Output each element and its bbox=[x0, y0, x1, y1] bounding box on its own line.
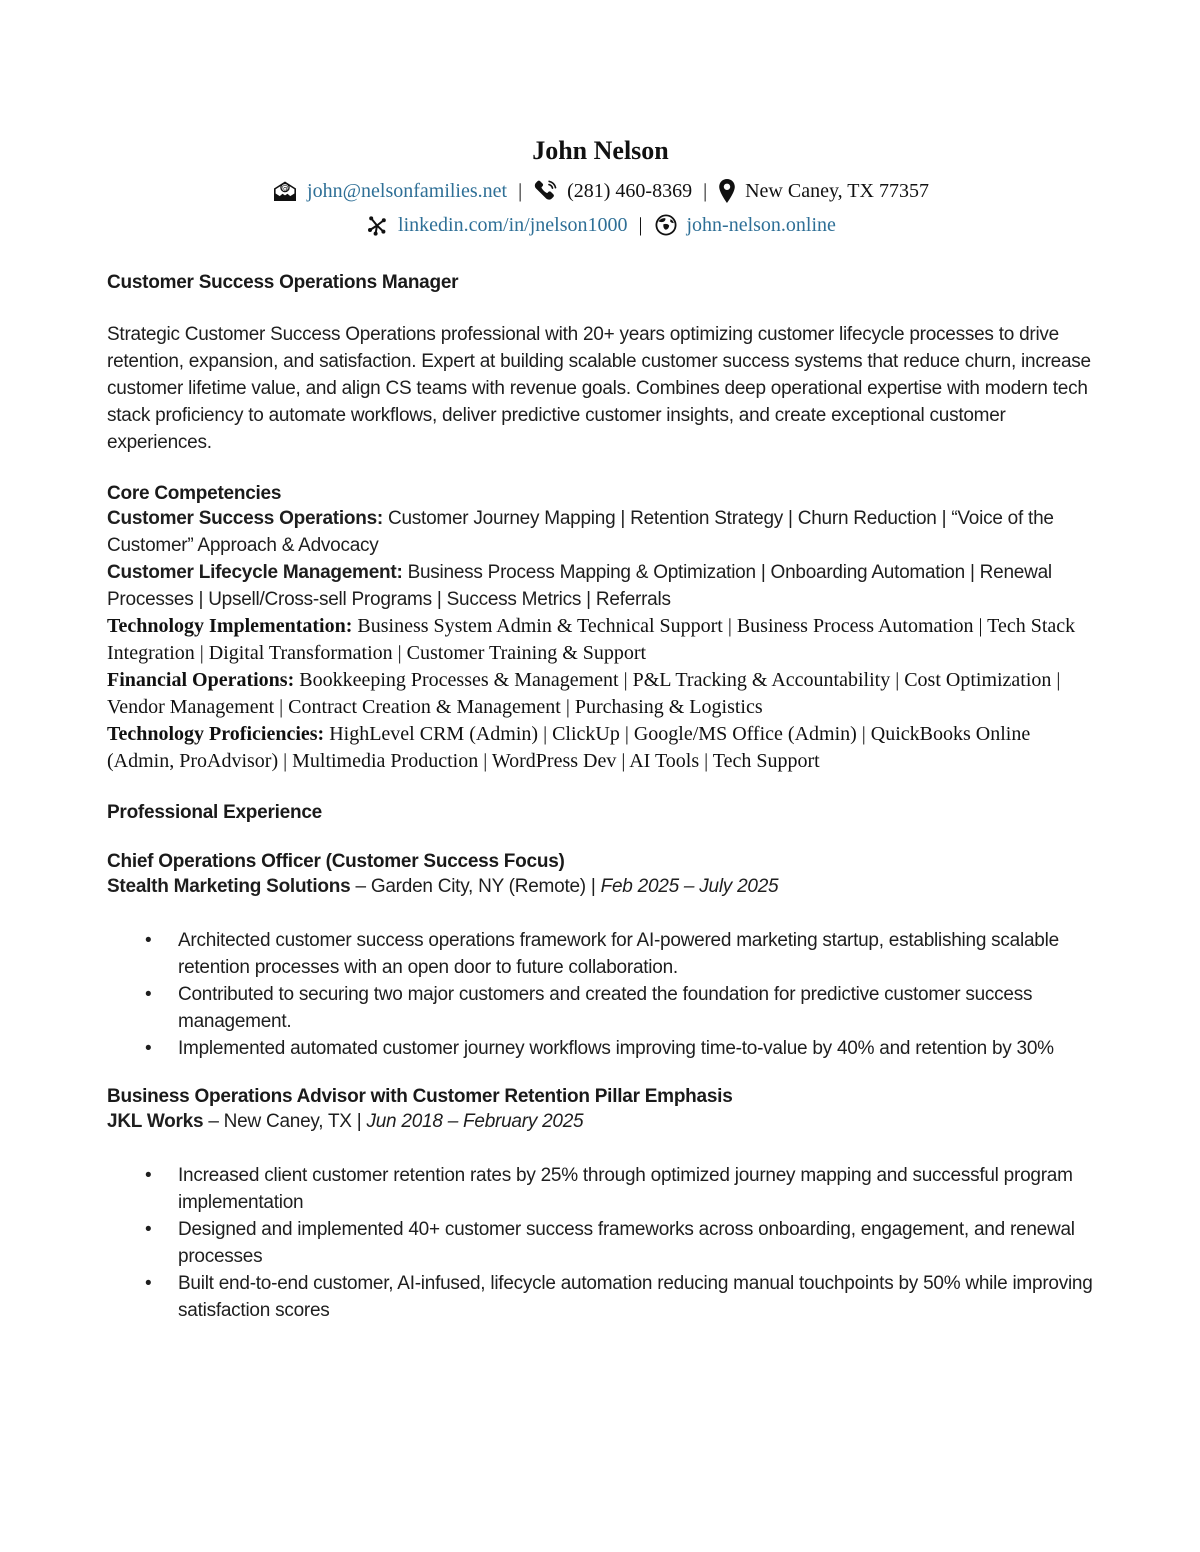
job-meta-line bbox=[107, 873, 1094, 900]
competency-item bbox=[107, 721, 1094, 775]
competency-item bbox=[107, 505, 1094, 559]
bullet-item bbox=[107, 1216, 1094, 1270]
competency-label: Customer Success Operations: bbox=[107, 508, 383, 529]
contact-line-1 bbox=[107, 178, 1094, 204]
job-dates: Jun 2018 – February 2025 bbox=[366, 1111, 584, 1132]
bullet-item bbox=[107, 1270, 1094, 1324]
bullet-marker: • bbox=[145, 1165, 152, 1186]
bullet-marker: • bbox=[145, 1219, 152, 1240]
bullet-item bbox=[107, 981, 1094, 1035]
linkedin-link[interactable]: linkedin.com/in/jnelson1000 bbox=[398, 214, 628, 236]
competency-text: HighLevel CRM (Admin) | ClickUp | Google/MS Office (Admin) | QuickBooks Online (Admin, ProAdvisor) | Multimedia Production | WordPress Dev | AI Tools | Tech Support bbox=[107, 723, 1031, 772]
bullet-marker: • bbox=[145, 984, 152, 1005]
competency-label: Financial Operations: bbox=[107, 669, 295, 691]
bullet-text: Contributed to securing two major customers and created the foundation for predictive customer success management. bbox=[178, 984, 1033, 1032]
job-title: Business Operations Advisor with Customer Retention Pillar Emphasis bbox=[107, 1086, 733, 1107]
job-title: Chief Operations Officer (Customer Success Focus) bbox=[107, 851, 565, 872]
bullet-text: Built end-to-end customer, AI-infused, lifecycle automation reducing manual touchpoints by 50% while improving satisfaction scores bbox=[178, 1273, 1093, 1321]
job-location: – New Caney, TX | bbox=[203, 1111, 367, 1132]
separator: | bbox=[703, 180, 708, 202]
job-entry bbox=[107, 1086, 1094, 1324]
separator: | bbox=[518, 180, 523, 202]
website-link[interactable]: john-nelson.online bbox=[686, 214, 836, 236]
competency-item bbox=[107, 613, 1094, 667]
linkedin-icon bbox=[365, 213, 389, 237]
competency-label: Customer Lifecycle Management: bbox=[107, 562, 403, 583]
contact-line-2 bbox=[107, 212, 1094, 238]
experience-heading: Professional Experience bbox=[107, 802, 322, 823]
company-name: JKL Works bbox=[107, 1111, 204, 1132]
globe-icon bbox=[654, 213, 678, 237]
competency-text: Bookkeeping Processes & Management | P&L Tracking & Accountability | Cost Optimization | Vendor Management | Contract Creation & Management | Purchasing & Logistics bbox=[107, 669, 1061, 718]
svg-text:@: @ bbox=[281, 183, 289, 193]
competency-label: Technology Implementation: bbox=[107, 615, 353, 637]
summary-text: Strategic Customer Success Operations professional with 20+ years optimizing customer lifecycle processes to drive retention, expansion, and satisfaction. Expert at building scalable customer success systems that reduce churn, increase customer lifetime value, and align CS teams with revenue goals. Combines deep operational expertise with modern tech stack proficiency to automate workflows, deliver predictive customer insights, and create exceptional customer experiences. bbox=[107, 324, 1091, 453]
job-entry bbox=[107, 851, 1094, 1062]
resume-title: Customer Success Operations Manager bbox=[107, 272, 459, 293]
competency-item bbox=[107, 559, 1094, 613]
bullet-marker: • bbox=[145, 1038, 152, 1059]
bullet-text: Architected customer success operations framework for AI-powered marketing startup, establishing scalable retention processes with an open door to future collaboration. bbox=[178, 930, 1059, 978]
job-meta-line bbox=[107, 1108, 1094, 1135]
phone-number: (281) 460-8369 bbox=[567, 180, 693, 202]
bullet-marker: • bbox=[145, 930, 152, 951]
email-link[interactable]: john@nelsonfamilies.net bbox=[307, 180, 508, 202]
experience-section bbox=[107, 802, 1094, 1324]
phone-icon bbox=[533, 179, 558, 203]
resume-header bbox=[107, 136, 1094, 238]
title-section bbox=[107, 272, 1094, 294]
bullet-item bbox=[107, 1162, 1094, 1216]
competency-item bbox=[107, 667, 1094, 721]
location-text: New Caney, TX 77357 bbox=[745, 180, 929, 202]
job-location: – Garden City, NY (Remote) | bbox=[350, 876, 601, 897]
candidate-name: John Nelson bbox=[532, 136, 669, 165]
bullet-item bbox=[107, 1035, 1094, 1062]
bullet-text: Implemented automated customer journey workflows improving time-to-value by 40% and retention by 30% bbox=[178, 1038, 1054, 1059]
competency-text: Business System Admin & Technical Support | Business Process Automation | Tech Stack Integration | Digital Transformation | Customer Training & Support bbox=[107, 615, 1076, 664]
summary-section bbox=[107, 321, 1094, 456]
core-competencies-section bbox=[107, 483, 1094, 775]
job-dates: Feb 2025 – July 2025 bbox=[600, 876, 779, 897]
job-bullet-list bbox=[107, 927, 1094, 1062]
separator: | bbox=[638, 214, 643, 236]
job-bullet-list bbox=[107, 1162, 1094, 1324]
company-name: Stealth Marketing Solutions bbox=[107, 876, 351, 897]
bullet-item bbox=[107, 927, 1094, 981]
location-pin-icon bbox=[718, 178, 736, 204]
competency-text: Customer Journey Mapping | Retention Strategy | Churn Reduction | “Voice of the Customer” Approach & Advocacy bbox=[107, 508, 1054, 556]
bullet-text: Designed and implemented 40+ customer success frameworks across onboarding, engagement, and renewal processes bbox=[178, 1219, 1075, 1267]
core-competencies-heading: Core Competencies bbox=[107, 483, 282, 504]
competency-label: Technology Proficiencies: bbox=[107, 723, 325, 745]
competency-text: Business Process Mapping & Optimization | Onboarding Automation | Renewal Processes | Upsell/Cross-sell Programs | Success Metrics | Referrals bbox=[107, 562, 1052, 610]
email-icon bbox=[272, 179, 298, 203]
bullet-marker: • bbox=[145, 1273, 152, 1294]
bullet-text: Increased client customer retention rates by 25% through optimized journey mapping and successful program implementation bbox=[178, 1165, 1073, 1213]
